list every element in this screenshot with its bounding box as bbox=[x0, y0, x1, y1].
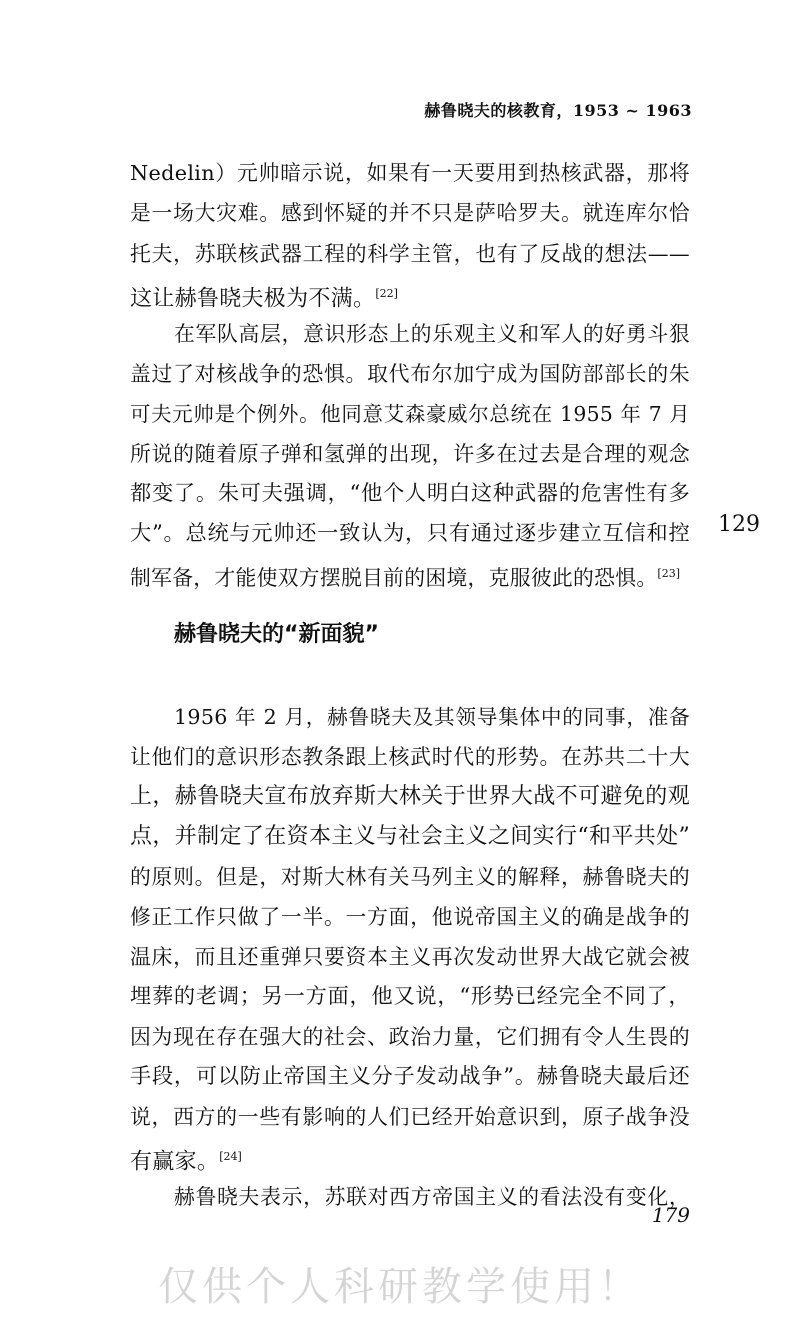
line-text: 制军备，才能使双方摆脱目前的困境，克服彼此的恐惧。 bbox=[130, 565, 658, 590]
footnote-ref[interactable]: [24] bbox=[219, 1150, 242, 1163]
text-line: 温床，而且还重弹只要资本主义再次发动世界大战它就会被 bbox=[130, 945, 690, 969]
text-line: 点，并制定了在资本主义与社会主义之间实行“和平共处” bbox=[130, 824, 690, 849]
text-line: 都变了。朱可夫强调，“他个人明白这种武器的危害性有多 bbox=[130, 481, 690, 506]
text-line: 手段，可以防止帝国主义分子发动战争”。赫鲁晓夫最后还 bbox=[130, 1064, 690, 1089]
text-line bbox=[130, 1142, 690, 1175]
footnote-ref[interactable]: [22] bbox=[375, 287, 398, 300]
text-line: 盖过了对核战争的恐惧。取代布尔加宁成为国防部部长的朱 bbox=[130, 362, 690, 386]
footnote-ref[interactable]: [23] bbox=[657, 567, 681, 580]
text-line: 托夫，苏联核武器工程的科学主管，也有了反战的想法—— bbox=[130, 242, 690, 266]
text-line: 在军队高层，意识形态上的乐观主义和军人的好勇斗狠 bbox=[174, 322, 690, 346]
text-line bbox=[130, 559, 690, 589]
text-line: 可夫元帅是个例外。他同意艾森豪威尔总统在 1955 年 7 月 bbox=[130, 402, 690, 426]
line-text: 有赢家。 bbox=[130, 1149, 220, 1175]
text-line: 是一场大灾难。感到怀疑的并不只是萨哈罗夫。就连库尔恰 bbox=[130, 201, 690, 225]
section-heading: 赫鲁晓夫的“新面貌” bbox=[174, 622, 379, 647]
text-line: 的原则。但是，对斯大林有关马列主义的解释，赫鲁晓夫的 bbox=[130, 865, 690, 889]
text-line: 让他们的意识形态教条跟上核武时代的形势。在苏共二十大 bbox=[130, 745, 690, 769]
running-head: 赫鲁晓夫的核教育，1953 ~ 1963 bbox=[424, 101, 692, 120]
text-line: 所说的随着原子弹和氢弹的出现，许多在过去是合理的观念 bbox=[130, 442, 690, 466]
page-number: 179 bbox=[651, 1203, 690, 1227]
text-line: Nedelin）元帅暗示说，如果有一天要用到热核武器，那将 bbox=[130, 161, 690, 185]
text-line: 赫鲁晓夫表示，苏联对西方帝国主义的看法没有变化， bbox=[174, 1185, 690, 1209]
line-text: 这让赫鲁晓夫极为不满。 bbox=[130, 286, 376, 312]
text-line: 大”。总统与元帅还一致认为，只有通过逐步建立互信和控 bbox=[130, 521, 690, 546]
text-line: 说，西方的一些有影响的人们已经开始意识到，原子战争没 bbox=[130, 1105, 690, 1129]
text-line: 修正工作只做了一半。一方面，他说帝国主义的确是战争的 bbox=[130, 905, 690, 929]
text-line: 1956 年 2 月，赫鲁晓夫及其领导集体中的同事，准备 bbox=[174, 705, 690, 729]
watermark: 仅供个人科研教学使用！ bbox=[158, 1264, 642, 1310]
text-line: 上，赫鲁晓夫宣布放弃斯大林关于世界大战不可避免的观 bbox=[130, 784, 690, 809]
text-line: 因为现在存在强大的社会、政治力量，它们拥有令人生畏的 bbox=[130, 1025, 690, 1049]
text-line bbox=[130, 279, 690, 312]
text-line: 埋葬的老调；另一方面，他又说，“形势已经完全不同了， bbox=[130, 984, 690, 1009]
margin-page-number: 129 bbox=[718, 512, 760, 537]
